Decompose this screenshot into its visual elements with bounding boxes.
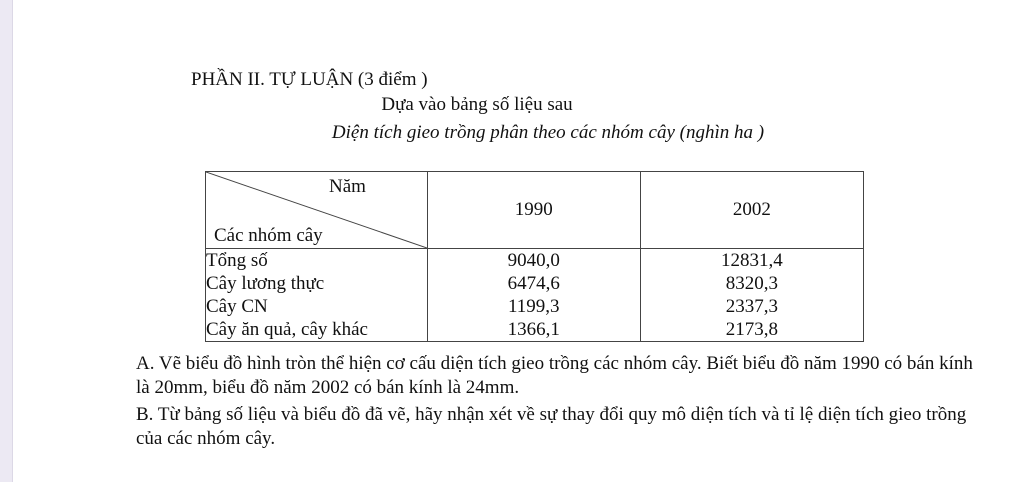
value-2002: 12831,4 (640, 249, 863, 273)
value-2002: 2173,8 (640, 318, 863, 342)
table-row (206, 318, 864, 342)
year-header-2002: 2002 (640, 172, 863, 249)
value-1990: 1366,1 (427, 318, 640, 342)
value-2002: 8320,3 (640, 272, 863, 295)
intro-line (0, 93, 960, 117)
group-label: Tổng số (206, 249, 428, 273)
table-row (206, 272, 864, 295)
value-1990: 1199,3 (427, 295, 640, 318)
table-corner-cell (206, 172, 428, 249)
section-heading: PHẦN II. TỰ LUẬN (3 điểm ) (191, 69, 428, 90)
page-left-edge (0, 0, 13, 482)
task-a-text: A. Vẽ biểu đồ hình tròn thể hiện cơ cấu diện tích gieo trồng các nhóm cây. Biết biểu đồ năm 1990 có bán kính là 20mm, biểu đồ năm 2002 có bán kính là 24mm. (136, 353, 973, 398)
data-table (205, 171, 864, 342)
group-label: Cây ăn quả, cây khác (206, 318, 428, 342)
value-2002: 2337,3 (640, 295, 863, 318)
table-header-row (206, 172, 864, 249)
year-header-1990: 1990 (427, 172, 640, 249)
table-row (206, 249, 864, 273)
task-b-text: B. Từ bảng số liệu và biểu đồ đã vẽ, hãy nhận xét về sự thay đổi quy mô diện tích và tỉ lệ diện tích gieo trồng của các nhóm cây. (136, 404, 967, 449)
value-1990: 9040,0 (427, 249, 640, 273)
corner-top-label: Năm (329, 176, 366, 197)
intro-text: Dựa vào bảng số liệu sau (381, 94, 573, 115)
table-row (206, 295, 864, 318)
group-label: Cây CN (206, 295, 428, 318)
table-caption: Diện tích gieo trồng phân theo các nhóm cây (nghìn ha ) (331, 122, 765, 143)
group-label: Cây lương thực (206, 272, 428, 295)
corner-bottom-label: Các nhóm cây (214, 225, 323, 246)
value-1990: 6474,6 (427, 272, 640, 295)
